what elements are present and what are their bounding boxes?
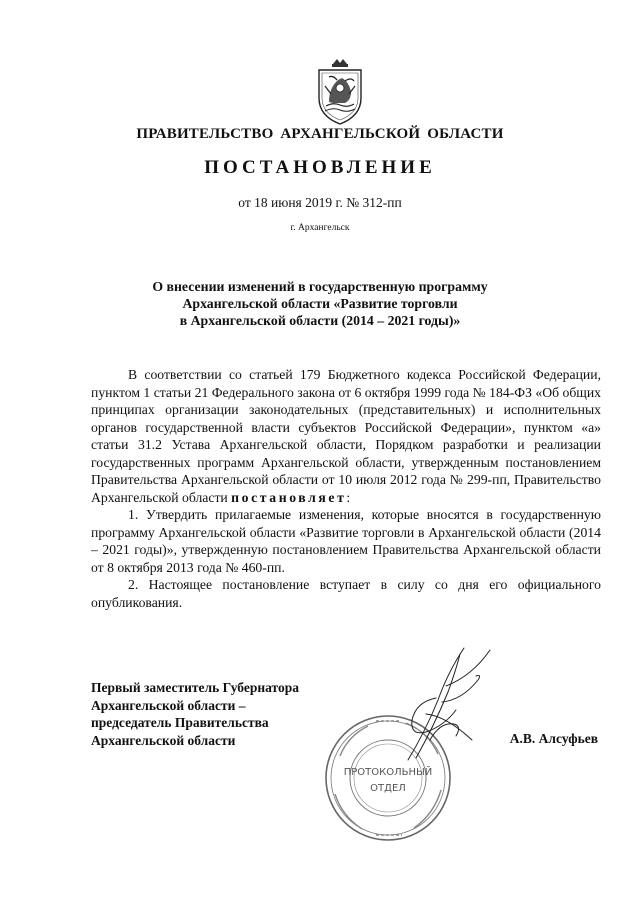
- decree-colon: :: [346, 489, 351, 505]
- preamble-paragraph: [91, 366, 601, 506]
- seal-label: ОТДЕЛ: [370, 783, 406, 794]
- coat-of-arms-icon: [311, 58, 369, 126]
- subject-line: О внесении изменений в государственную программу: [152, 279, 488, 294]
- date-and-number: от 18 июня 2019 г. № 312-пп: [238, 195, 402, 210]
- position-line: Архангельской области: [91, 732, 236, 748]
- position-line: Первый заместитель Губернатора: [91, 680, 299, 695]
- document-body: [91, 366, 601, 611]
- decree-word: постановляет: [231, 489, 347, 505]
- handwritten-signature: [386, 640, 496, 765]
- seal-label: ПРОТОКОЛЬНЫЙ: [343, 767, 433, 778]
- item-paragraph: 1. Утвердить прилагаемые изменения, которые вносятся в государственную программу Архангельской области «Развитие торговли в Архангельской области (2014 – 2021 годы)», утвержденную постановлением Правительства Архангельской области от 8 октября 2013 года № 460-пп.: [91, 507, 601, 575]
- document-subject: [0, 278, 640, 329]
- preamble-text: В соответствии со статьей 179 Бюджетного кодекса Российской Федерации, пунктом 1 статьи 21 Федерального закона от 6 октября 1999 года № 184-ФЗ «Об общих принципах организации законодательных (представительных) и исполнительных органов государственной власти субъектов Российской Федерации», пунктом «а» статьи 31.2 Устава Архангельской области, Порядком разработки и реализации государственных программ Архангельской области, утвержденным постановлением Правительства Архангельской области от 10 июля 2012 года № 299-пп, Правительство Архангельской области: [91, 367, 601, 505]
- signatory-name: А.В. Алсуфьев: [509, 731, 598, 746]
- signatory-position: [91, 679, 299, 749]
- item-paragraph: 2. Настоящее постановление вступает в силу со дня его официального опубликования.: [91, 577, 601, 610]
- position-line: председатель Правительства: [91, 715, 269, 730]
- position-line: Архангельской области –: [91, 697, 246, 713]
- document-type: ПОСТАНОВЛЕНИЕ: [204, 157, 436, 178]
- subject-line: в Архангельской области (2014 – 2021 годы)»: [179, 313, 461, 328]
- organization-name: ПРАВИТЕЛЬСТВО АРХАНГЕЛЬСКОЙ ОБЛАСТИ: [136, 126, 504, 142]
- subject-line: Архангельской области «Развитие торговли: [182, 296, 458, 311]
- city-name: г. Архангельск: [290, 223, 350, 233]
